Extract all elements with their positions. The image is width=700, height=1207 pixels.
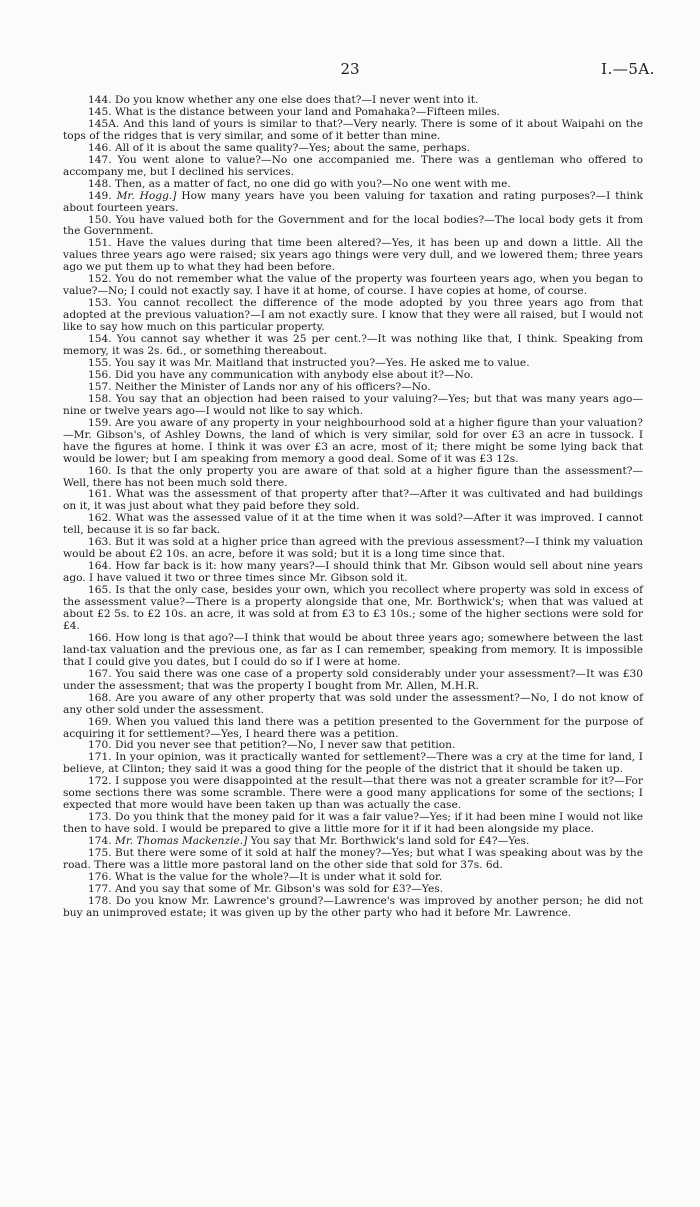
question-number: 160. bbox=[88, 464, 112, 477]
entry-text: How many years have you been valuing for taxation and rating purposes?—I think about fourteen years. bbox=[63, 189, 643, 214]
testimony-entry bbox=[63, 274, 643, 298]
testimony-entry bbox=[63, 561, 643, 585]
entry-text: What was the assessed value of it at the time when it was sold?—After it was improved. I cannot tell, because it is so far back. bbox=[63, 512, 643, 537]
question-number: 154. bbox=[88, 333, 112, 346]
entry-text: Do you know Mr. Lawrence's ground?—Lawrence's was improved by another person; he did not buy an unimproved estate; it was given up by the other party who had it before Mr. Lawrence. bbox=[63, 894, 643, 919]
entry-text: Have the values during that time been altered?—Yes, it has been up and down a little. All the values three years ago were raised; six years ago things were very dull, and we lowered them; three years ago we put them up to what they had been before. bbox=[63, 237, 643, 274]
question-number: 159. bbox=[88, 416, 112, 429]
entry-text: When you valued this land there was a petition presented to the Government for the purpose of acquiring it for settlement?—Yes, I heard there was a petition. bbox=[63, 715, 643, 740]
entry-text: Are you aware of any property in your neighbourhood sold at a higher figure than your valuation?—Mr. Gibson's, of Ashley Downs, the land of which is very similar, sold for over £3 an acre in tussock. I have the figures at home. I think it was over £3 an acre, most of it; there might be some lying back that would be lower; but I am speaking from memory a good deal. Some of it was £3 12s. bbox=[63, 416, 643, 465]
question-number: 170. bbox=[88, 739, 112, 752]
testimony-entry bbox=[63, 669, 643, 693]
question-number: 172. bbox=[88, 775, 112, 788]
question-number: 171. bbox=[88, 751, 112, 764]
testimony-entry bbox=[63, 489, 643, 513]
question-number: 165. bbox=[88, 584, 112, 597]
question-number: 145A. bbox=[88, 117, 120, 130]
entry-text: You have valued both for the Government and for the local bodies?—The local body gets it from the Government. bbox=[63, 213, 643, 238]
question-number: 146. bbox=[88, 141, 112, 154]
entry-text: In your opinion, was it practically wanted for settlement?—There was a cry at the time for land, I believe, at Clinton; they said it was a good thing for the people of the district that it should be taken up. bbox=[63, 751, 643, 776]
question-number: 152. bbox=[88, 273, 112, 286]
question-number: 167. bbox=[88, 667, 112, 680]
testimony-entry bbox=[63, 418, 643, 466]
entry-text: What is the value for the whole?—It is under what it sold for. bbox=[114, 870, 443, 883]
testimony-entry bbox=[63, 776, 643, 812]
question-number: 147. bbox=[88, 153, 112, 166]
question-number: 156. bbox=[88, 368, 112, 381]
question-number: 164. bbox=[88, 560, 112, 573]
question-number: 145. bbox=[88, 105, 112, 118]
entry-text: Then, as a matter of fact, no one did go with you?—No one went with me. bbox=[114, 177, 511, 190]
question-number: 166. bbox=[88, 631, 112, 644]
document-reference: I.—5A. bbox=[601, 60, 655, 78]
page-number: 23 bbox=[340, 60, 360, 78]
entry-text: Did you never see that petition?—No, I never saw that petition. bbox=[114, 739, 456, 752]
question-number: 155. bbox=[88, 356, 112, 369]
testimony-entry bbox=[63, 119, 643, 143]
entry-text: You said there was one case of a property sold considerably under your assessment?—It was £30 under the assessment; that was the property I bought from Mr. Allen, M.H.R. bbox=[63, 667, 643, 692]
testimony-entry bbox=[63, 633, 643, 669]
question-number: 151. bbox=[88, 237, 112, 250]
entry-text: You say that an objection had been raised to your valuing?—Yes; but that was many years ago—nine or twelve years ago—I would not like to say which. bbox=[63, 392, 643, 417]
entry-text: Did you have any communication with anybody else about it?—No. bbox=[114, 368, 474, 381]
speaker-name: Mr. Thomas Mackenzie.] bbox=[114, 835, 248, 848]
question-number: 144. bbox=[88, 94, 112, 106]
testimony-entry bbox=[63, 238, 643, 274]
entry-text: Is that the only property you are aware of that sold at a higher figure than the assessment?—Well, there has not been much sold there. bbox=[63, 464, 643, 489]
entry-text: You cannot recollect the difference of the mode adopted by you three years ago from that adopted at the previous valuation?—I am not exactly sure. I know that they were all raised, but I would not like to say how much on this particular property. bbox=[63, 297, 643, 334]
testimony-entry bbox=[63, 896, 643, 920]
question-number: 175. bbox=[88, 847, 112, 860]
entry-text: You went alone to value?—No one accompanied me. There was a gentleman who offered to accompany me, but I declined his services. bbox=[63, 153, 643, 178]
testimony-body bbox=[63, 95, 643, 920]
question-number: 158. bbox=[88, 392, 112, 405]
testimony-entry bbox=[63, 215, 643, 239]
testimony-entry bbox=[63, 466, 643, 490]
question-number: 177. bbox=[88, 882, 112, 895]
entry-text: Do you know whether any one else does that?—I never went into it. bbox=[114, 94, 479, 106]
entry-text: All of it is about the same quality?—Yes; about the same, perhaps. bbox=[114, 141, 470, 154]
question-number: 157. bbox=[88, 380, 112, 393]
testimony-entry bbox=[63, 752, 643, 776]
testimony-entry bbox=[63, 394, 643, 418]
entry-text: What was the assessment of that property after that?—After it was cultivated and had buildings on it, it was just about what they paid before they sold. bbox=[63, 488, 643, 513]
testimony-entry bbox=[63, 812, 643, 836]
question-number: 178. bbox=[88, 894, 112, 907]
entry-text: But it was sold at a higher price than agreed with the previous assessment?—I think my valuation would be about £2 10s. an acre, before it was sold; but it is a long time since that. bbox=[63, 536, 643, 561]
question-number: 168. bbox=[88, 691, 112, 704]
entry-text: Are you aware of any other property that was sold under the assessment?—No, I do not know of any other sold under the assessment. bbox=[63, 691, 643, 716]
question-number: 176. bbox=[88, 870, 112, 883]
question-number: 163. bbox=[88, 536, 112, 549]
entry-text: Is that the only case, besides your own, which you recollect where property was sold in excess of the assessment value?—There is a property alongside that one, Mr. Borthwick's; when that was valued at about £2 5s. to £2 10s. an acre, it was sold at from £3 to £3 10s.; some of the higher sections were sold for £4. bbox=[63, 584, 644, 632]
testimony-entry bbox=[63, 693, 643, 717]
entry-text: I suppose you were disappointed at the result—that there was not a greater scramble for it?—For some sections there was some scramble. There were a good many applications for some of the sections; I expected that more would have been taken up than was actually the case. bbox=[63, 775, 643, 812]
question-number: 162. bbox=[88, 512, 112, 525]
question-number: 148. bbox=[88, 177, 112, 190]
testimony-entry bbox=[63, 717, 643, 741]
page-header bbox=[0, 60, 700, 80]
testimony-entry bbox=[63, 191, 643, 215]
entry-text: You do not remember what the value of the property was fourteen years ago, when you began to value?—No; I could not exactly say. I have it at home, of course. I have copies at home, of course. bbox=[63, 273, 643, 298]
testimony-entry bbox=[63, 513, 643, 537]
testimony-entry bbox=[63, 298, 643, 334]
question-number: 169. bbox=[88, 715, 112, 728]
testimony-entry bbox=[63, 155, 643, 179]
entry-text: Neither the Minister of Lands nor any of his officers?—No. bbox=[114, 380, 431, 393]
testimony-entry bbox=[63, 585, 643, 633]
entry-text: And you say that some of Mr. Gibson's was sold for £3?—Yes. bbox=[114, 882, 444, 895]
question-number: 173. bbox=[88, 811, 112, 824]
entry-text: You say that Mr. Borthwick's land sold for £4?—Yes. bbox=[250, 835, 530, 848]
speaker-name: Mr. Hogg.] bbox=[116, 189, 177, 202]
entry-text: Do you think that the money paid for it was a fair value?—Yes; if it had been mine I would not like then to have sold. I would be prepared to give a little more for it if it had been alongside my place. bbox=[63, 811, 643, 836]
entry-text: But there were some of it sold at half the money?—Yes; but what I was speaking about was by the road. There was a little more pastoral land on the other side that sold for 37s. 6d. bbox=[63, 847, 643, 871]
question-number: 149. bbox=[88, 189, 112, 202]
entry-text: You say it was Mr. Maitland that instructed you?—Yes. He asked me to value. bbox=[114, 356, 530, 369]
question-number: 161. bbox=[88, 488, 112, 501]
question-number: 153. bbox=[88, 297, 112, 310]
testimony-entry bbox=[63, 537, 643, 561]
entry-text: How far back is it: how many years?—I should think that Mr. Gibson would sell about nine years ago. I have valued it two or three times since Mr. Gibson sold it. bbox=[63, 560, 643, 585]
entry-text: And this land of yours is similar to that?—Very nearly. There is some of it about Waipahi on the tops of the ridges that is very similar, and some of it better than mine. bbox=[63, 117, 643, 142]
question-number: 150. bbox=[88, 213, 112, 226]
testimony-entry bbox=[63, 848, 643, 872]
entry-text: What is the distance between your land and Pomahaka?—Fifteen miles. bbox=[114, 105, 500, 118]
question-number: 174. bbox=[88, 835, 112, 848]
testimony-entry bbox=[63, 334, 643, 358]
entry-text: You cannot say whether it was 25 per cent.?—It was nothing like that, I think. Speaking from memory, it was 2s. 6d., or something thereabout. bbox=[63, 333, 643, 358]
entry-text: How long is that ago?—I think that would be about three years ago; somewhere between the last land-tax valuation and the previous one, as far as I can remember, speaking from memory. It is impossible that I could give you dates, but I could do so if I were at home. bbox=[63, 631, 643, 668]
